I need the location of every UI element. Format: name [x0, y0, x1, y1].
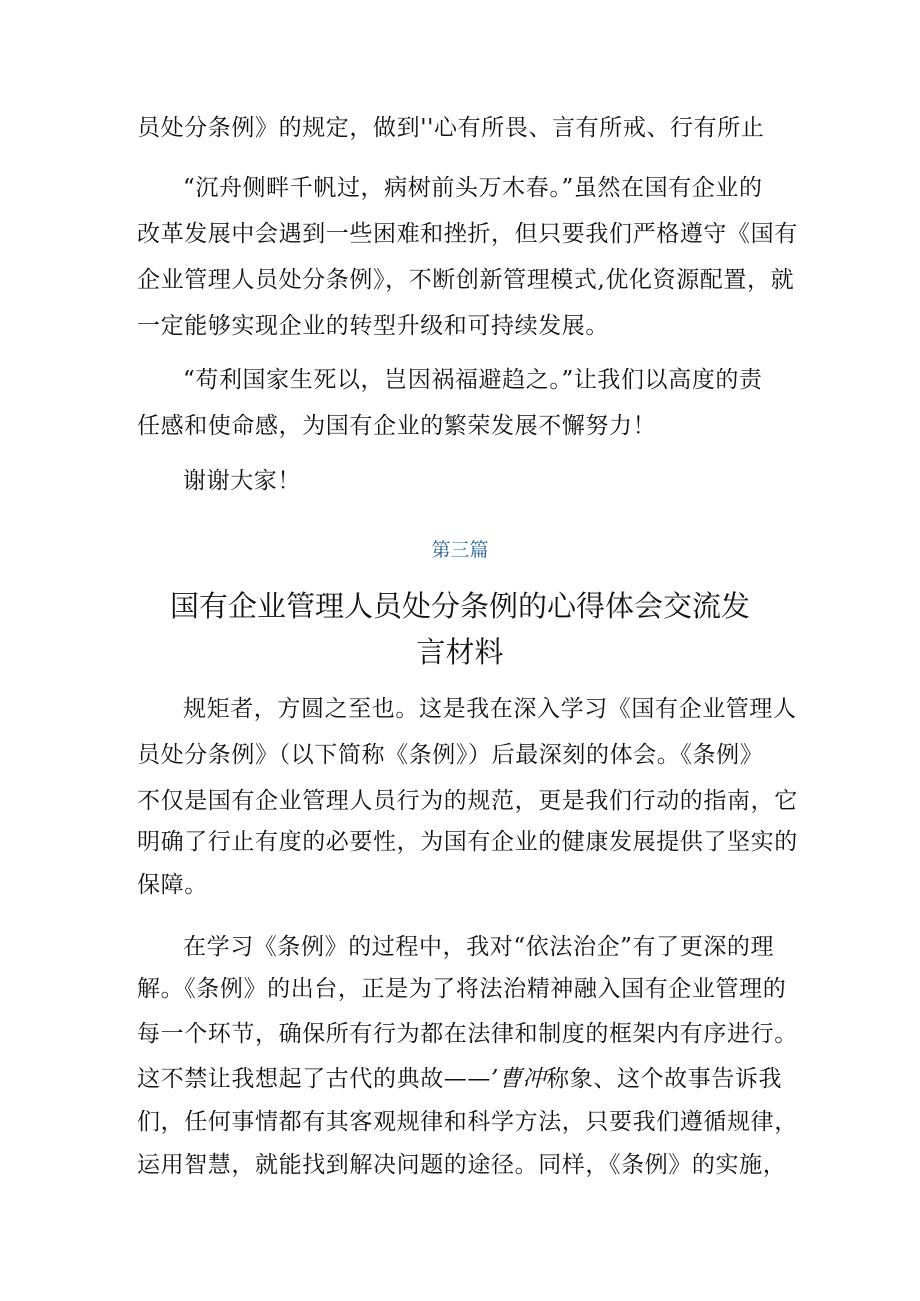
- text-line: [137, 1064, 797, 1094]
- text-line: 任感和使命感，为国有企业的繁荣发展不懈努力！: [137, 413, 657, 439]
- text-line: 改革发展中会遇到一些困难和挫折，但只要我们严格遵守《国有: [137, 221, 798, 247]
- italic-phrase: ’曹冲: [491, 1066, 547, 1092]
- text-line: 规矩者，方圆之至也。这是我在深入学习《国有企业管理人: [183, 696, 797, 722]
- article-title-line-2: 言材料: [416, 635, 504, 669]
- text-line: “沉舟侧畔千帆过，病树前头万木春。”虽然在国有企业的: [183, 175, 763, 201]
- closing-line: 谢谢大家！: [183, 468, 301, 494]
- text-line: 解。《条例》的出台，正是为了将法治精神融入国有企业管理的: [137, 976, 787, 1002]
- text-line: 运用智慧，就能找到解决问题的途径。同样，《条例》的实施，: [137, 1152, 787, 1178]
- text-line: 明确了行止有度的必要性，为国有企业的健康发展提供了坚实的: [137, 829, 798, 855]
- text-line: 每一个环节，确保所有行为都在法律和制度的框架内有序进行。: [137, 1021, 798, 1047]
- text-line: 在学习《条例》的过程中，我对“依法治企”有了更深的理: [183, 934, 775, 960]
- text-segment: 称象、这个故事告诉我: [546, 1066, 783, 1092]
- article-title-line-1: 国有企业管理人员处分条例的心得体会交流发: [169, 589, 750, 623]
- text-line: “苟利国家生死以，岂因祸福避趋之。”让我们以高度的责: [183, 367, 763, 393]
- text-segment: 这不禁让我想起了古代的典故——: [137, 1066, 491, 1092]
- text-line: 一定能够实现企业的转型升级和可持续发展。: [137, 313, 609, 339]
- text-line: 们，任何事情都有其客观规律和科学方法，只要我们遵循规律，: [137, 1109, 798, 1135]
- text-line: 保障。: [137, 872, 208, 898]
- text-line: 员处分条例》的规定，做到''心有所畏、言有所戒、行有所止: [137, 115, 765, 141]
- section-label: 第三篇: [431, 539, 489, 561]
- text-line: 不仅是国有企业管理人员行为的规范，更是我们行动的指南，它: [137, 788, 798, 814]
- text-line: 企业管理人员处分条例》，不断创新管理模式,优化资源配置，就: [137, 267, 795, 293]
- text-line: 员处分条例》（以下简称《条例》）后最深刻的体会。《条例》: [137, 742, 764, 768]
